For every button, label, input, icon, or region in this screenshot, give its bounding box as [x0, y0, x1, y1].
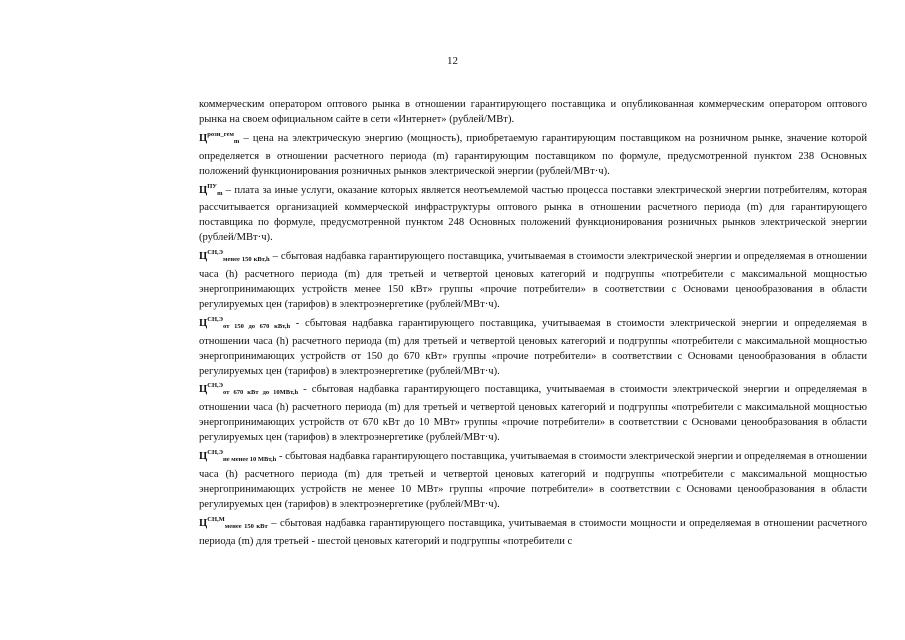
- document-body: [199, 98, 867, 549]
- paragraph-text: коммерческим оператором оптового рынка в отношении гарантирующего поставщика и опубликованная коммерческим оператором оптового рынка на своем официальном сайте в сети «Интернет» (рублей/МВт).: [199, 99, 867, 125]
- formula-symbol: $Ц^{СН,Э}_{менее 150 кВт,h}$: [199, 249, 270, 264]
- definition-text: – цена на электрическую энергию (мощность), приобретаемую гарантирующим поставщиком на розничном рынке, значение которой определяется в отношении расчетного периода (m) гарантирующим поставщиком по формуле, предусмотренной пунктом 238 Основных положений функционирования розничных рынков электрической энергии (рублей/МВт·ч).: [199, 132, 867, 177]
- formula-symbol: $Ц^{СН,Э}_{не менее 10 МВт,h}$: [199, 449, 277, 464]
- definition-markup-150-670kw: [199, 313, 867, 380]
- formula-symbol: $Ц^{СН,М}_{менее 150 кВт}$: [199, 515, 268, 530]
- definition-text: - сбытовая надбавка гарантирующего поставщика, учитываемая в стоимости электрической энергии и определяемая в отношении часа (h) расчетного периода (m) для третьей и четвертой ценовых категорий и подгруппы «потребители с максимальной мощностью энергопринимающих устройств от 150 до 670 кВт» группы «прочие потребители» в соответствии с Основами ценообразования в области регулируемых цен (тарифов) в электроэнергетике (рублей/МВт·ч).: [199, 317, 867, 377]
- definition-text: – сбытовая надбавка гарантирующего поставщика, учитываемая в стоимости электрической энергии и определяемая в отношении часа (h) расчетного периода (m) для третьей и четвертой ценовых категорий и подгруппы «потребители с максимальной мощностью энергопринимающих устройств менее 150 кВт» группы «прочие потребители» в соответствии с Основами ценообразования в области регулируемых цен (тарифов) в электроэнергетике (рублей/МВт·ч).: [199, 251, 867, 310]
- definition-markup-under-150kw: [199, 246, 867, 313]
- definition-text: - сбытовая надбавка гарантирующего поставщика, учитываемая в стоимости электрической энергии и определяемая в отношении часа (h) расчетного периода (m) для третьей и четвертой ценовых категорий и подгруппы «потребители с максимальной мощностью энергопринимающих устройств от 670 кВт до 10 МВт» группы «прочие потребители» в соответствии с Основами ценообразования в области регулируемых цен (тарифов) в электроэнергетике (рублей/МВт·ч).: [199, 384, 867, 444]
- definition-text: - сбытовая надбавка гарантирующего поставщика, учитываемая в стоимости электрической энергии и определяемая в отношении часа (h) расчетного периода (m) для третьей и четвертой ценовых категорий и подгруппы «потребители с максимальной мощностью энергопринимающих устройств не менее 10 МВт» группы «прочие потребители» в соответствии с Основами ценообразования в области регулируемых цен (тарифов) в электроэнергетике (рублей/МВт·ч).: [199, 451, 868, 510]
- formula-symbol: $Ц^{СН,Э}_{от 150 до 670 кВт,h}$: [199, 315, 291, 330]
- formula-symbol: $Ц^{розн\_гем}_m$: [199, 130, 240, 145]
- definition-markup-670kw-10mw: [199, 379, 867, 446]
- definition-capacity-markup-under-150kw: [199, 513, 867, 550]
- definition-retail-price: [199, 128, 867, 180]
- definition-text: – плата за иные услуги, оказание которых является неотъемлемой частью процесса поставки электрической энергии потребителям, которая рассчитывается организацией коммерческой инфраструктуры оптового рынка в отношении расчетного периода (m) для гарантирующего поставщика по формуле, предусмотренной пунктом 248 Основных положений функционирования розничных рынков электрической энергии (рублей/МВт·ч).: [199, 184, 867, 244]
- formula-symbol: $Ц^{ПУ}_m$: [199, 182, 223, 197]
- definition-other-services: [199, 180, 867, 247]
- page-number: 12: [447, 55, 458, 67]
- definition-markup-over-10mw: [199, 446, 867, 513]
- formula-symbol: $Ц^{СН,Э}_{от 670 кВт до 10МВт,h}$: [199, 382, 299, 397]
- paragraph-continuation: [199, 98, 867, 128]
- definition-text: – сбытовая надбавка гарантирующего поставщика, учитываемая в стоимости мощности и определяемая в отношении расчетного периода (m) для третьей - шестой ценовых категорий и подгруппы «потребители с: [199, 517, 867, 547]
